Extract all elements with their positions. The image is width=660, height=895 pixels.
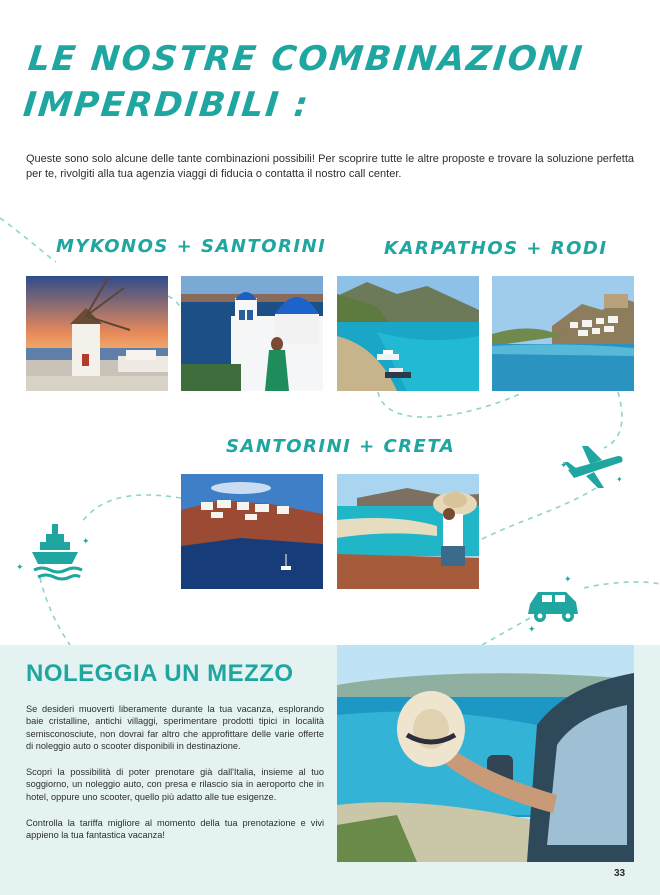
page-number: 33 xyxy=(614,868,626,879)
svg-text:✦: ✦ xyxy=(564,574,572,584)
svg-text:✦: ✦ xyxy=(528,624,536,634)
intro-paragraph: Queste sono solo alcune delle tante combinazioni possibili! Per scoprire tutte le altre proposte e trovare la soluzione perfetta per te, rivolgiti alla tua agenzia viaggi di fiducia o contatta il nostro call center. xyxy=(26,153,634,180)
page-headline xyxy=(21,36,631,128)
ship-icon xyxy=(16,522,94,582)
photo-car-window-sea xyxy=(337,645,634,862)
combo-title-santorini-creta: SANTORINI + CRETA xyxy=(226,436,456,457)
svg-text:✦: ✦ xyxy=(16,562,24,572)
photo-karpathos-bay xyxy=(337,276,479,391)
photo-santorini-blue-dome xyxy=(181,276,323,391)
svg-text:✦: ✦ xyxy=(82,536,90,546)
rental-paragraph-1: Se desideri muoverti liberamente durante la tua vacanza, esplorando baie cristalline, antichi villaggi, sperimentare prodotti tipici in località semisconosciute, non dovrai far altro che approfittare delle varie offerte di noleggio auto o scooter disponibili in destinazione. xyxy=(26,704,324,751)
svg-text:✦: ✦ xyxy=(616,475,623,484)
plane-icon xyxy=(560,442,626,492)
combo-title-karpathos-rodi: KARPATHOS + RODI xyxy=(384,238,608,259)
combo-title-mykonos-santorini: MYKONOS + SANTORINI xyxy=(56,236,327,257)
photo-creta-balos xyxy=(337,474,479,589)
car-icon xyxy=(524,572,584,634)
photo-rodi-lindos xyxy=(492,276,634,391)
rental-paragraph-2: Scopri la possibilità di poter prenotare già dall'Italia, insieme al tuo soggiorno, un noleggio auto, con presa e rilascio sia in aeroporto che in hotel, oppure uno scooter, quello più adatto alle tue esigenze. xyxy=(26,767,324,802)
rental-title: NOLEGGIA UN MEZZO xyxy=(26,660,294,687)
headline-line-2: IMPERDIBILI : xyxy=(21,85,312,125)
svg-text:✦: ✦ xyxy=(560,460,568,470)
headline-line-1: LE NOSTRE COMBINAZIONI xyxy=(26,39,586,79)
rental-paragraph-3: Controlla la tariffa migliore al momento della tua prenotazione e vivi appieno la tua fantastica vacanza! xyxy=(26,818,324,841)
photo-santorini-oia xyxy=(181,474,323,589)
photo-mykonos-windmill xyxy=(26,276,168,391)
